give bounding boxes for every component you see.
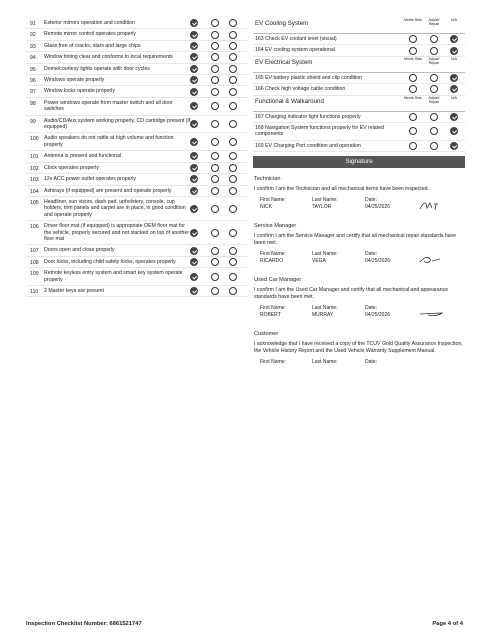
item-text: 169 EV Charging Port condition and operation bbox=[255, 142, 361, 149]
meets-standards-radio[interactable] bbox=[190, 258, 198, 266]
meets-standards-radio[interactable] bbox=[190, 76, 198, 84]
item-text: Antenna is present and functional bbox=[44, 153, 122, 160]
meets-standards-radio[interactable] bbox=[190, 120, 198, 128]
item-number: 102 bbox=[30, 165, 39, 172]
na-radio[interactable] bbox=[450, 127, 458, 135]
handwritten-signature bbox=[418, 307, 444, 320]
column-header: Meets Stds bbox=[404, 56, 422, 61]
checklist-row bbox=[253, 34, 465, 45]
item-number: 105 bbox=[30, 199, 39, 206]
handwritten-signature bbox=[418, 253, 444, 266]
item-number: 92 bbox=[30, 32, 36, 39]
checklist-row bbox=[26, 133, 248, 151]
na-radio[interactable] bbox=[229, 102, 237, 110]
na-radio[interactable] bbox=[229, 273, 237, 281]
item-text: 164 EV cooling system operational bbox=[255, 47, 335, 54]
item-text: Windows operate properly bbox=[44, 77, 105, 84]
checklist-row bbox=[26, 151, 248, 162]
checklist-row bbox=[253, 141, 465, 152]
signer-statement: I acknowledge that I have received a copy of the TCUV Gold Quality Assurance Inspection, the Vehicle History Report and the Used Vehicle Warranty Supplement Manual. bbox=[254, 341, 463, 355]
checklist-row bbox=[26, 98, 248, 116]
item-text: Driver floor mat (if equipped) is appropriate OEM floor mat for the vehicle, properly secured and not stacked on top of another floor mat bbox=[44, 223, 190, 242]
item-number: 108 bbox=[30, 259, 39, 266]
item-text: Exterior mirrors operation and condition bbox=[44, 20, 135, 26]
na-radio[interactable] bbox=[450, 35, 458, 43]
section-title: EV Cooling System bbox=[255, 20, 309, 27]
item-text: Glass free of cracks, stars and large chips bbox=[44, 42, 141, 49]
meets-standards-radio[interactable] bbox=[190, 187, 198, 195]
item-number: 100 bbox=[30, 136, 39, 143]
checklist-row bbox=[253, 123, 465, 141]
na-radio[interactable] bbox=[229, 229, 237, 237]
signer-statement: I confirm I am the Used Car Manager and certify that all mechanical and appearance standards have been met. bbox=[254, 287, 449, 301]
item-number: 91 bbox=[30, 21, 36, 27]
item-text: 165 EV battery plastic shield and clip condition bbox=[255, 74, 362, 81]
meets-standards-radio[interactable] bbox=[190, 53, 198, 61]
checklist-row bbox=[253, 84, 465, 95]
ev-sections bbox=[253, 18, 465, 152]
meets-standards-radio[interactable] bbox=[190, 175, 198, 183]
meets-standards-radio[interactable] bbox=[190, 138, 198, 146]
checklist-row bbox=[253, 112, 465, 123]
meets-standards-radio[interactable] bbox=[190, 229, 198, 237]
signer-title: Technician bbox=[254, 176, 281, 183]
adjust-repair-radio[interactable] bbox=[211, 42, 219, 50]
meets-standards-radio[interactable] bbox=[190, 102, 198, 110]
column-header: N/A bbox=[451, 95, 457, 100]
first-name-label: First Name: bbox=[260, 251, 286, 258]
adjust-repair-radio[interactable] bbox=[211, 152, 219, 160]
item-number: 103 bbox=[30, 177, 39, 184]
section-title: EV Electrical System bbox=[255, 58, 313, 66]
date-label: Date: bbox=[365, 251, 377, 258]
adjust-repair-radio[interactable] bbox=[430, 35, 438, 43]
first-name-label: First Name: bbox=[260, 197, 286, 204]
adjust-repair-radio[interactable] bbox=[211, 258, 219, 266]
adjust-repair-radio[interactable] bbox=[211, 120, 219, 128]
meets-standards-radio[interactable] bbox=[409, 85, 417, 93]
column-header: N/A bbox=[451, 56, 457, 61]
item-text: Door locks, including child safety locks, operates properly bbox=[44, 258, 176, 265]
signer-title: Used Car Manager bbox=[254, 277, 302, 284]
checklist-row bbox=[253, 45, 465, 56]
item-text: Clock operates properly bbox=[44, 164, 99, 171]
right-column bbox=[253, 18, 465, 377]
na-radio[interactable] bbox=[450, 47, 458, 55]
item-text: Headliner, sun visors, dash pad, upholstery, console, cup holders, trim panels and carpet are in place, in good condition and operate properly bbox=[44, 198, 186, 218]
na-radio[interactable] bbox=[229, 287, 237, 295]
first-name-value[interactable]: NICK bbox=[260, 204, 272, 211]
na-radio[interactable] bbox=[229, 88, 237, 96]
signer-title: Service Manager bbox=[254, 223, 297, 230]
date-value[interactable]: 04/25/2026 bbox=[365, 312, 391, 319]
meets-standards-radio[interactable] bbox=[190, 42, 198, 50]
meets-standards-radio[interactable] bbox=[409, 142, 417, 150]
item-text: Ashtrays (if equipped) are present and operate properly bbox=[44, 187, 172, 194]
signer-title: Customer bbox=[254, 331, 279, 338]
last-name-value[interactable]: VEGA bbox=[312, 258, 326, 265]
na-radio[interactable] bbox=[450, 113, 458, 121]
item-number: 104 bbox=[30, 188, 39, 195]
date-label: Date: bbox=[365, 305, 377, 312]
checklist-number: Inspection Checklist Number: 6861521747 bbox=[26, 621, 142, 627]
adjust-repair-radio[interactable] bbox=[430, 127, 438, 135]
item-number: 96 bbox=[30, 78, 36, 85]
na-radio[interactable] bbox=[229, 42, 237, 50]
checklist-row bbox=[26, 186, 248, 197]
item-number: 110 bbox=[30, 288, 39, 295]
signer-block bbox=[253, 223, 465, 269]
signature-header: Signature bbox=[253, 156, 465, 168]
item-number: 106 bbox=[30, 224, 39, 231]
adjust-repair-radio[interactable] bbox=[430, 47, 438, 55]
section-header bbox=[253, 18, 465, 34]
column-header: Adjust/ Repair bbox=[428, 56, 440, 66]
adjust-repair-radio[interactable] bbox=[211, 138, 219, 146]
column-header: Adjust/ Repair bbox=[428, 95, 440, 105]
meets-standards-radio[interactable] bbox=[409, 35, 417, 43]
checklist-row bbox=[26, 52, 248, 63]
adjust-repair-radio[interactable] bbox=[211, 53, 219, 61]
na-radio[interactable] bbox=[229, 138, 237, 146]
date-label: Date: bbox=[365, 359, 377, 366]
meets-standards-radio[interactable] bbox=[190, 31, 198, 39]
last-name-value[interactable]: MURRAY bbox=[312, 312, 334, 319]
na-radio[interactable] bbox=[229, 31, 237, 39]
checklist-row bbox=[26, 268, 248, 286]
meets-standards-radio[interactable] bbox=[190, 164, 198, 172]
item-text: Remote keyless entry system and smart key system operate properly bbox=[44, 270, 183, 283]
meets-standards-radio[interactable] bbox=[190, 273, 198, 281]
na-radio[interactable] bbox=[229, 175, 237, 183]
signer-fields bbox=[253, 251, 465, 269]
signers bbox=[253, 176, 465, 377]
adjust-repair-radio[interactable] bbox=[430, 74, 438, 82]
checklist-row bbox=[26, 221, 248, 245]
item-number: 95 bbox=[30, 66, 36, 73]
checklist-row bbox=[26, 163, 248, 174]
checklist-row bbox=[26, 18, 248, 29]
meets-standards-radio[interactable] bbox=[409, 47, 417, 55]
na-radio[interactable] bbox=[229, 65, 237, 73]
na-radio[interactable] bbox=[229, 53, 237, 61]
na-radio[interactable] bbox=[229, 258, 237, 266]
adjust-repair-radio[interactable] bbox=[211, 287, 219, 295]
na-radio[interactable] bbox=[229, 120, 237, 128]
last-name-label: Last Name: bbox=[312, 305, 338, 312]
date-label: Date: bbox=[365, 197, 377, 204]
item-text: 168 Navigation System functions properly for EV related components bbox=[255, 125, 384, 138]
item-number: 107 bbox=[30, 248, 39, 255]
adjust-repair-radio[interactable] bbox=[430, 113, 438, 121]
section-title: Functional & Walkaround bbox=[255, 97, 324, 105]
section-header bbox=[253, 57, 465, 73]
column-header: Adjust/ Repair bbox=[428, 18, 440, 27]
meets-standards-radio[interactable] bbox=[409, 127, 417, 135]
adjust-repair-radio[interactable] bbox=[211, 19, 219, 27]
meets-standards-radio[interactable] bbox=[190, 287, 198, 295]
na-radio[interactable] bbox=[450, 74, 458, 82]
meets-standards-radio[interactable] bbox=[190, 247, 198, 255]
last-name-value[interactable]: TAYLOR bbox=[312, 204, 332, 211]
last-name-label: Last Name: bbox=[312, 197, 338, 204]
signer-block bbox=[253, 331, 465, 377]
left-checklist bbox=[26, 18, 248, 297]
checklist-row bbox=[26, 174, 248, 185]
item-text: 12v ACC power outlet operates properly bbox=[44, 176, 136, 183]
adjust-repair-radio[interactable] bbox=[211, 175, 219, 183]
checklist-row bbox=[26, 197, 248, 221]
item-text: Audio/CD/Aux system working properly, CD cartridge present (if equipped) bbox=[44, 117, 191, 131]
adjust-repair-radio[interactable] bbox=[211, 273, 219, 281]
meets-standards-radio[interactable] bbox=[190, 88, 198, 96]
column-header: Meets Stds bbox=[404, 18, 422, 22]
signer-fields bbox=[253, 305, 465, 323]
item-number: 101 bbox=[30, 154, 39, 161]
item-number: 98 bbox=[30, 100, 36, 107]
column-header: N/A bbox=[451, 18, 457, 22]
section-header bbox=[253, 96, 465, 112]
item-number: 99 bbox=[30, 118, 36, 125]
checklist-row bbox=[26, 86, 248, 97]
item-text: 167 Charging indicator light functions properly bbox=[255, 113, 361, 120]
item-number: 109 bbox=[30, 271, 39, 278]
meets-standards-radio[interactable] bbox=[190, 205, 198, 213]
adjust-repair-radio[interactable] bbox=[211, 102, 219, 110]
na-radio[interactable] bbox=[229, 164, 237, 172]
checklist-row bbox=[26, 41, 248, 52]
meets-standards-radio[interactable] bbox=[190, 65, 198, 73]
last-name-label: Last Name: bbox=[312, 251, 338, 258]
signer-fields bbox=[253, 359, 465, 377]
adjust-repair-radio[interactable] bbox=[211, 65, 219, 73]
signer-block bbox=[253, 277, 465, 323]
adjust-repair-radio[interactable] bbox=[211, 76, 219, 84]
na-radio[interactable] bbox=[229, 19, 237, 27]
signer-statement: I confirm I am the Technician and all mechanical items have been inspected. bbox=[254, 186, 429, 193]
column-header: Meets Stds bbox=[404, 95, 422, 100]
item-number: 93 bbox=[30, 43, 36, 50]
na-radio[interactable] bbox=[450, 142, 458, 150]
na-radio[interactable] bbox=[229, 247, 237, 255]
meets-standards-radio[interactable] bbox=[409, 74, 417, 82]
item-text: Remote mirror control operates properly bbox=[44, 31, 136, 38]
checklist-row bbox=[26, 245, 248, 256]
checklist-row bbox=[26, 286, 248, 297]
adjust-repair-radio[interactable] bbox=[211, 247, 219, 255]
checklist-row bbox=[253, 73, 465, 84]
item-text: 2 Master keys are present bbox=[44, 287, 104, 294]
na-radio[interactable] bbox=[229, 205, 237, 213]
item-text: Window locks operate properly bbox=[44, 88, 115, 95]
checklist-row bbox=[26, 257, 248, 268]
item-number: 94 bbox=[30, 55, 36, 62]
checklist-row bbox=[26, 75, 248, 86]
checklist-row bbox=[26, 64, 248, 75]
item-text: 166 Check high voltage cable condition bbox=[255, 86, 346, 93]
first-name-label: First Name: bbox=[260, 359, 286, 366]
signer-fields bbox=[253, 197, 465, 215]
na-radio[interactable] bbox=[229, 76, 237, 84]
checklist-row bbox=[26, 116, 248, 134]
meets-standards-radio[interactable] bbox=[190, 19, 198, 27]
handwritten-signature bbox=[418, 199, 444, 212]
page-number: Page 4 of 4 bbox=[432, 621, 463, 627]
adjust-repair-radio[interactable] bbox=[211, 205, 219, 213]
item-text: Power windows operate from master switch and all door switches bbox=[44, 99, 173, 113]
item-number: 97 bbox=[30, 89, 36, 96]
meets-standards-radio[interactable] bbox=[190, 152, 198, 160]
na-radio[interactable] bbox=[229, 187, 237, 195]
signer-statement: I confirm I am the Service Manager and certify that all mechanical repair standards have been met. bbox=[254, 233, 457, 247]
checklist-row bbox=[26, 29, 248, 40]
adjust-repair-radio[interactable] bbox=[430, 142, 438, 150]
adjust-repair-radio[interactable] bbox=[211, 164, 219, 172]
first-name-value[interactable]: RICARDO bbox=[260, 258, 284, 265]
first-name-value[interactable]: ROBERT bbox=[260, 312, 281, 319]
item-text: Doors open and close properly bbox=[44, 247, 115, 254]
first-name-label: First Name: bbox=[260, 305, 286, 312]
item-text: Audio speakers do not rattle at high volume and function properly bbox=[44, 135, 174, 148]
adjust-repair-radio[interactable] bbox=[211, 229, 219, 237]
meets-standards-radio[interactable] bbox=[409, 113, 417, 121]
date-value[interactable]: 04/25/2026 bbox=[365, 204, 391, 211]
item-text: Dome/courtesy lights operate with door cycles bbox=[44, 65, 150, 72]
item-text: Window tinting clear and conforms to local requirements bbox=[44, 54, 173, 61]
signer-block bbox=[253, 176, 465, 215]
adjust-repair-radio[interactable] bbox=[211, 88, 219, 96]
adjust-repair-radio[interactable] bbox=[430, 85, 438, 93]
item-text: 163 Check EV coolant level (visual) bbox=[255, 36, 337, 42]
adjust-repair-radio[interactable] bbox=[211, 31, 219, 39]
na-radio[interactable] bbox=[229, 152, 237, 160]
na-radio[interactable] bbox=[450, 85, 458, 93]
date-value[interactable]: 04/25/2026 bbox=[365, 258, 391, 265]
adjust-repair-radio[interactable] bbox=[211, 187, 219, 195]
last-name-label: Last Name: bbox=[312, 359, 338, 366]
